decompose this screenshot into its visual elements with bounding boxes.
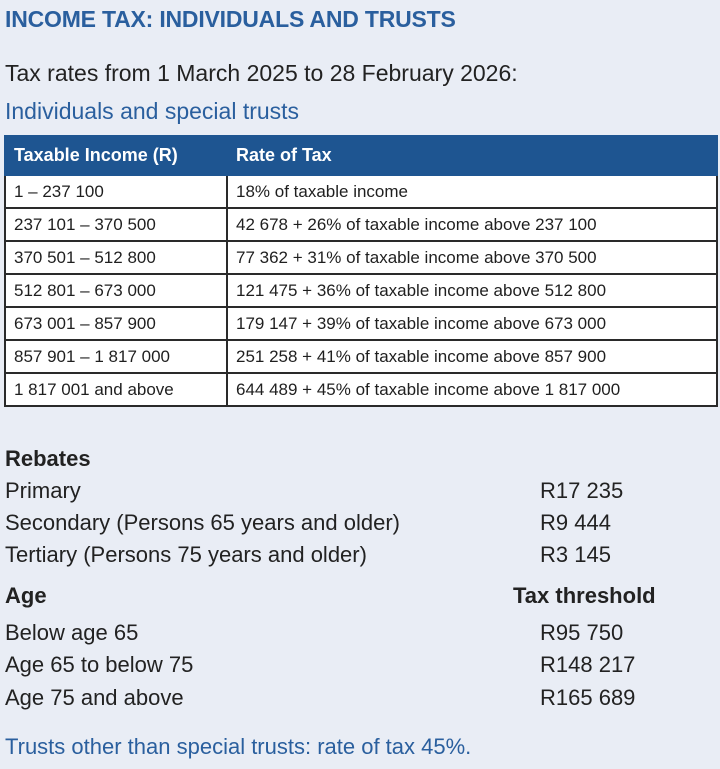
tax-period-subtitle: Tax rates from 1 March 2025 to 28 February 2026:	[5, 60, 518, 86]
rebate-row-tertiary	[5, 542, 720, 572]
age-heading: Age	[5, 583, 47, 608]
threshold-row	[5, 620, 720, 650]
income-bracket-cell: 512 801 – 673 000	[5, 274, 227, 307]
income-bracket-cell: 1 – 237 100	[5, 175, 227, 208]
threshold-row	[5, 652, 720, 682]
rebates-heading: Rebates	[5, 446, 91, 471]
age-label: Below age 65	[5, 620, 139, 645]
table-row	[5, 274, 717, 307]
page-title: INCOME TAX: INDIVIDUALS AND TRUSTS	[5, 6, 456, 32]
table-row	[5, 373, 717, 406]
table-row	[5, 208, 717, 241]
threshold-value: R95 750	[540, 620, 624, 645]
rebate-value: R9 444	[540, 510, 611, 535]
threshold-value: R148 217	[540, 652, 636, 677]
trusts-footnote: Trusts other than special trusts: rate of tax 45%.	[5, 734, 472, 759]
table-row	[5, 340, 717, 373]
income-bracket-cell: 370 501 – 512 800	[5, 241, 227, 274]
rebate-value: R3 145	[540, 542, 611, 567]
rebate-label: Tertiary (Persons 75 years and older)	[5, 542, 367, 567]
rate-cell: 18% of taxable income	[227, 175, 717, 208]
income-bracket-cell: 857 901 – 1 817 000	[5, 340, 227, 373]
rebate-value: R17 235	[540, 478, 624, 503]
income-bracket-cell: 1 817 001 and above	[5, 373, 227, 406]
rebates-heading-row	[5, 446, 720, 476]
table-header-row	[5, 136, 717, 175]
threshold-value: R165 689	[540, 685, 636, 710]
section-heading: Individuals and special trusts	[5, 98, 300, 124]
table-row	[5, 175, 717, 208]
income-bracket-cell: 237 101 – 370 500	[5, 208, 227, 241]
rate-cell: 121 475 + 36% of taxable income above 512 800	[227, 274, 717, 307]
rate-cell: 77 362 + 31% of taxable income above 370 500	[227, 241, 717, 274]
threshold-heading-row	[5, 583, 720, 613]
threshold-row	[5, 685, 720, 715]
tax-rates-table	[4, 135, 718, 407]
rebate-label: Primary	[5, 478, 81, 503]
rate-cell: 179 147 + 39% of taxable income above 673 000	[227, 307, 717, 340]
age-label: Age 75 and above	[5, 685, 184, 710]
table-row	[5, 307, 717, 340]
rate-cell: 251 258 + 41% of taxable income above 857 900	[227, 340, 717, 373]
tax-threshold-heading: Tax threshold	[513, 583, 656, 608]
column-header-rate-of-tax: Rate of Tax	[227, 136, 717, 175]
rebate-row-secondary	[5, 510, 720, 540]
table-row	[5, 241, 717, 274]
rebate-row-primary	[5, 478, 720, 508]
column-header-taxable-income: Taxable Income (R)	[5, 136, 227, 175]
age-label: Age 65 to below 75	[5, 652, 194, 677]
rebate-label: Secondary (Persons 65 years and older)	[5, 510, 400, 535]
income-bracket-cell: 673 001 – 857 900	[5, 307, 227, 340]
rate-cell: 42 678 + 26% of taxable income above 237 100	[227, 208, 717, 241]
rate-cell: 644 489 + 45% of taxable income above 1 817 000	[227, 373, 717, 406]
